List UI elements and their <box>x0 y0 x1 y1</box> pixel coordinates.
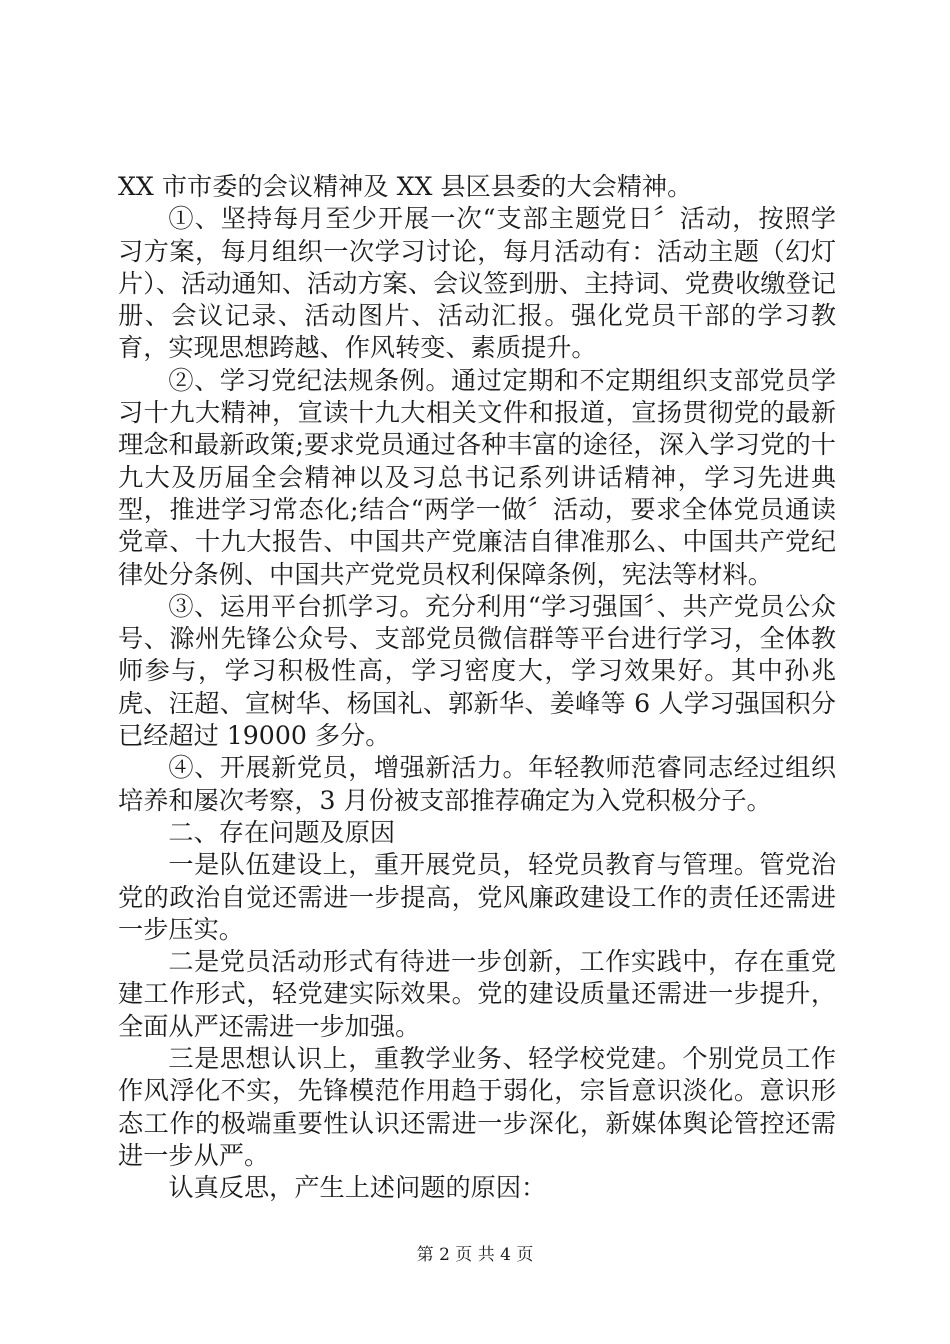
paragraph: 认真反思，产生上述问题的原因： <box>168 1173 547 1203</box>
page-footer: 第 2 页 共 4 页 <box>416 1245 534 1265</box>
document-body <box>118 171 836 1205</box>
paragraph: ③、运用平台抓学习。充分利用“学习强国〞、共产党员公众号、滁州先锋公众号、支部党员微信群等平台进行学习，全体教师参与，学习积极性高，学习密度大，学习效果好。其中孙兆虎、汪超、宣树华、杨国礼、郭新华、姜峰等 6 人学习强国积分已经超过 19000 多分。 <box>118 591 836 751</box>
paragraph: 二是党员活动形式有待进一步创新，工作实践中，存在重党建工作形式，轻党建实际效果。党的建设质量还需进一步提升，全面从严还需进一步加强。 <box>118 947 836 1041</box>
paragraph: ①、坚持每月至少开展一次“支部主题党日〞活动，按照学习方案，每月组织一次学习讨论，每月活动有：活动主题（幻灯片）、活动通知、活动方案、会议签到册、主持词、党费收缴登记册、会议记录、活动图片、活动汇报。强化党员干部的学习教育，实现思想跨越、作风转变、素质提升。 <box>118 204 836 363</box>
paragraph: 一是队伍建设上，重开展党员，轻党员教育与管理。管党治党的政治自觉还需进一步提高，党风廉政建设工作的责任还需进一步压实。 <box>118 850 836 944</box>
paragraph: 三是思想认识上，重教学业务、轻学校党建。个别党员工作作风浮化不实，先锋模范作用趋于弱化，宗旨意识淡化。意识形态工作的极端重要性认识还需进一步深化，新媒体舆论管控还需进一步从严。 <box>118 1044 836 1170</box>
paragraph: XX 市市委的会议精神及 XX 县区县委的大会精神。 <box>118 172 693 201</box>
section-heading: 二、存在问题及原因 <box>168 817 396 847</box>
paragraph: ④、开展新党员，增强新活力。年轻教师范睿同志经过组织培养和屡次考察，3 月份被支部推荐确定为入党积极分子。 <box>118 753 836 815</box>
paragraph: ②、学习党纪法规条例。通过定期和不定期组织支部党员学习十九大精神，宣读十九大相关文件和报道，宣扬贯彻党的最新理念和最新政策;要求党员通过各种丰富的途径，深入学习党的十九大及历届全会精神以及习总书记系列讲话精神，学习先进典型，推进学习常态化;结合“两学一做〞活动，要求全体党员通读党章、十九大报告、中国共产党廉洁自律准那么、中国共产党纪律处分条例、中国共产党党员权利保障条例，宪法等材料。 <box>118 365 836 589</box>
